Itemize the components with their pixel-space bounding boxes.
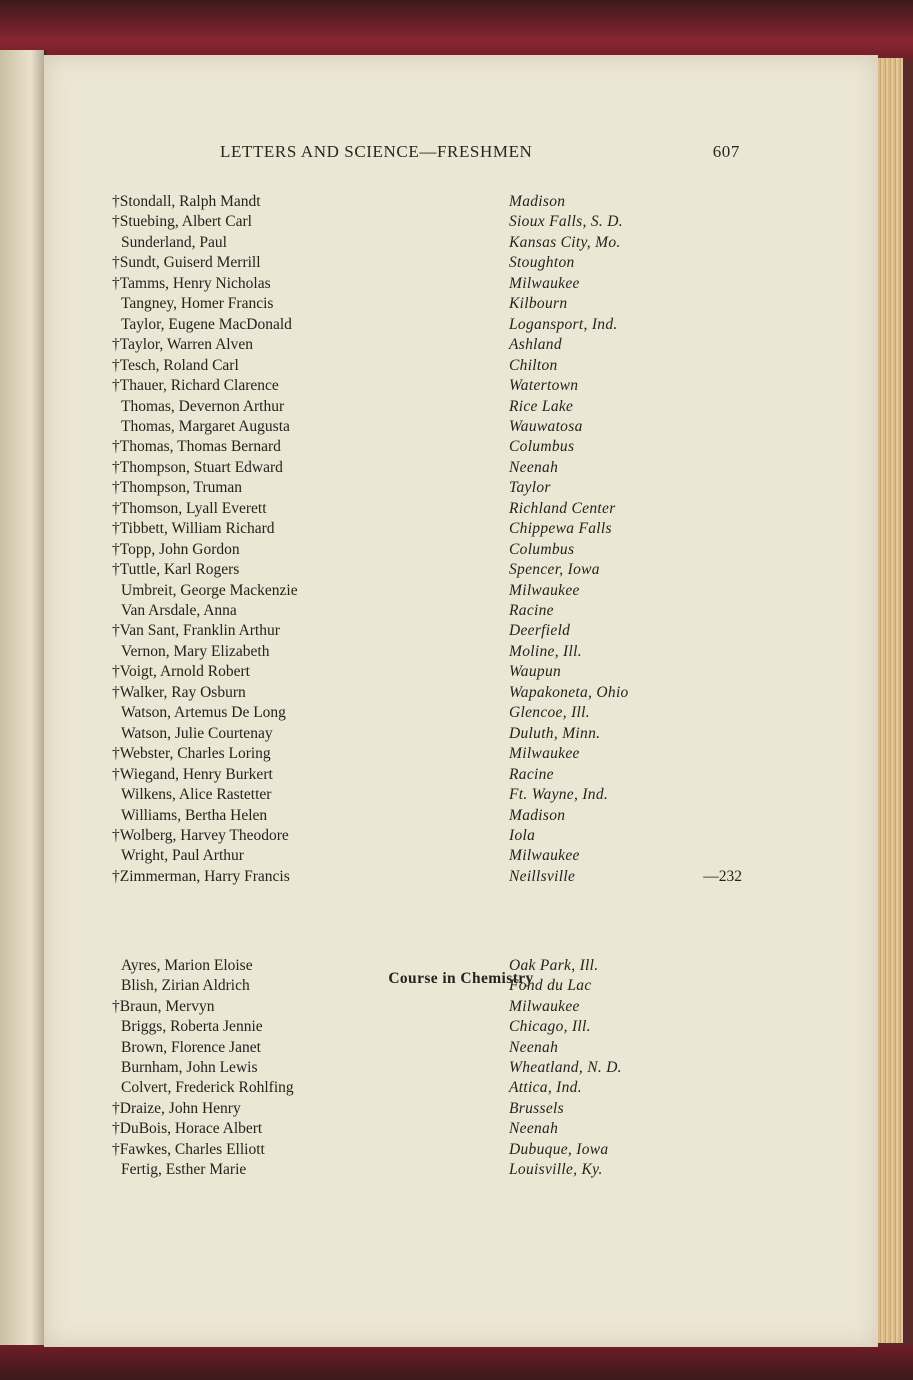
list-entry xyxy=(112,1018,742,1038)
list-entry xyxy=(112,643,742,663)
student-name: Van Arsdale, Anna xyxy=(121,602,237,619)
list-entry xyxy=(112,998,742,1018)
list-entry xyxy=(112,622,742,642)
list-entry xyxy=(112,1039,742,1059)
student-name: Watson, Julie Courtenay xyxy=(121,724,273,742)
student-name: Tangney, Homer Francis xyxy=(121,295,274,313)
hometown: Racine xyxy=(509,765,554,783)
hometown: Kilbourn xyxy=(509,295,568,313)
hometown: Fond du Lac xyxy=(509,977,592,995)
hometown: Neenah xyxy=(509,458,559,476)
student-name: †Voigt, Arnold Robert xyxy=(112,663,250,681)
student-name: Umbreit, George Mackenzie xyxy=(121,581,298,599)
student-name: Taylor, Eugene MacDonald xyxy=(121,315,292,333)
hometown: Brussels xyxy=(509,1099,564,1117)
list-entry xyxy=(112,807,742,827)
list-entry xyxy=(112,500,742,520)
student-name: †Tamms, Henry Nicholas xyxy=(112,274,271,292)
student-name: †Thomson, Lyall Everett xyxy=(112,499,267,517)
student-name: †Tibbett, William Richard xyxy=(112,520,275,538)
list-entry xyxy=(112,357,742,377)
student-name: †Thompson, Stuart Edward xyxy=(112,458,283,476)
list-entry xyxy=(112,684,742,704)
list-entry xyxy=(112,295,742,315)
hometown: Chicago, Ill. xyxy=(509,1018,591,1036)
list-entry xyxy=(112,234,742,254)
page-number: 607 xyxy=(712,142,740,161)
hometown: Logansport, Ind. xyxy=(509,315,618,333)
hometown: Rice Lake xyxy=(509,397,574,415)
hometown: Taylor xyxy=(509,479,551,497)
hometown: Columbus xyxy=(509,540,575,558)
hometown: Duluth, Minn. xyxy=(509,724,601,742)
list-entry xyxy=(112,520,742,540)
student-name: Briggs, Roberta Jennie xyxy=(121,1018,263,1036)
student-name: †DuBois, Horace Albert xyxy=(112,1120,263,1138)
hometown: Chilton xyxy=(509,356,558,374)
student-name: †Wolberg, Harvey Theodore xyxy=(112,826,289,844)
section-heading-chemistry: Course in Chemistry xyxy=(388,970,534,987)
student-name: Wilkens, Alice Rastetter xyxy=(121,786,272,804)
list-entry xyxy=(112,827,742,847)
list-entry xyxy=(112,398,742,418)
student-name: Fertig, Esther Marie xyxy=(121,1161,247,1178)
running-title: LETTERS AND SCIENCE—FRESHMEN xyxy=(220,142,533,161)
student-name: †Zimmerman, Harry Francis xyxy=(112,867,290,885)
list-entry xyxy=(112,213,742,233)
hometown: Wauwatosa xyxy=(509,417,583,435)
student-name: †Topp, John Gordon xyxy=(112,540,240,558)
list-entry xyxy=(112,1120,742,1140)
list-entry xyxy=(112,663,742,683)
hometown: Neenah xyxy=(509,1120,559,1138)
hometown: Stoughton xyxy=(509,254,575,272)
hometown: Madison xyxy=(509,193,566,210)
hometown: Wapakoneta, Ohio xyxy=(509,683,629,701)
hometown: Spencer, Iowa xyxy=(509,561,600,579)
hometown: Wheatland, N. D. xyxy=(509,1059,622,1076)
list-entry xyxy=(112,957,742,977)
hometown: Louisville, Ky. xyxy=(509,1161,603,1178)
section-total: —232 xyxy=(703,867,742,885)
list-entry xyxy=(112,254,742,274)
hometown: Milwaukee xyxy=(509,581,580,599)
hometown: Sioux Falls, S. D. xyxy=(509,213,623,231)
student-name: †Stuebing, Albert Carl xyxy=(112,213,252,231)
list-entry xyxy=(112,582,742,602)
hometown: Chippewa Falls xyxy=(509,520,612,538)
hometown: Attica, Ind. xyxy=(509,1079,582,1097)
list-entry xyxy=(112,561,742,581)
list-entry xyxy=(112,479,742,499)
student-name: Ayres, Marion Eloise xyxy=(121,957,253,974)
student-name: Brown, Florence Janet xyxy=(121,1038,261,1056)
hometown: Watertown xyxy=(509,377,579,395)
list-entry xyxy=(112,725,742,745)
list-entry xyxy=(112,316,742,336)
hometown: Neenah xyxy=(509,1038,559,1056)
student-name: †Stondall, Ralph Mandt xyxy=(112,193,261,210)
student-name: †Sundt, Guiserd Merrill xyxy=(112,254,261,272)
hometown: Milwaukee xyxy=(509,997,580,1015)
hometown: Madison xyxy=(509,806,566,824)
list-entry xyxy=(112,745,742,765)
student-name: †Thompson, Truman xyxy=(112,479,243,497)
hometown: Ashland xyxy=(509,336,562,354)
book-cover-bottom xyxy=(0,1345,913,1380)
running-header xyxy=(220,142,740,164)
hometown: Columbus xyxy=(509,438,575,456)
hometown: Neillsville xyxy=(509,867,576,885)
hometown: Deerfield xyxy=(509,622,571,640)
student-name: †Webster, Charles Loring xyxy=(112,745,271,763)
student-name: †Van Sant, Franklin Arthur xyxy=(112,622,280,640)
student-name: †Tesch, Roland Carl xyxy=(112,356,239,374)
list-entry xyxy=(112,704,742,724)
list-entry xyxy=(112,1079,742,1099)
hometown: Oak Park, Ill. xyxy=(509,957,599,974)
hometown: Moline, Ill. xyxy=(509,642,582,660)
list-entry xyxy=(112,438,742,458)
student-name: †Braun, Mervyn xyxy=(112,997,215,1015)
list-entry xyxy=(112,847,742,867)
hometown: Waupun xyxy=(509,663,562,681)
book-cover-top xyxy=(0,0,913,60)
hometown: Ft. Wayne, Ind. xyxy=(509,786,609,804)
hometown: Dubuque, Iowa xyxy=(509,1140,609,1158)
list-entry xyxy=(112,275,742,295)
student-name: †Fawkes, Charles Elliott xyxy=(112,1140,265,1158)
hometown: Richland Center xyxy=(509,499,616,517)
list-entry xyxy=(112,1100,742,1120)
hometown: Kansas City, Mo. xyxy=(509,233,621,251)
hometown: Iola xyxy=(509,826,536,844)
list-entry xyxy=(112,1161,742,1181)
student-name: Williams, Bertha Helen xyxy=(121,806,268,824)
student-name: †Taylor, Warren Alven xyxy=(112,336,253,354)
list-entry xyxy=(112,602,742,622)
list-entry xyxy=(112,786,742,806)
student-name: Watson, Artemus De Long xyxy=(121,704,286,722)
student-name: Blish, Zirian Aldrich xyxy=(121,977,250,995)
student-name: Vernon, Mary Elizabeth xyxy=(121,642,270,660)
facing-page-edge xyxy=(0,50,46,1350)
student-name: †Walker, Ray Osburn xyxy=(112,683,246,701)
list-entry xyxy=(112,336,742,356)
student-name: Thomas, Margaret Augusta xyxy=(121,417,290,435)
student-name: Burnham, John Lewis xyxy=(121,1059,258,1076)
student-name: Thomas, Devernon Arthur xyxy=(121,397,285,415)
hometown: Glencoe, Ill. xyxy=(509,704,590,722)
list-entry xyxy=(112,1141,742,1161)
list-entry xyxy=(112,868,742,888)
list-entry xyxy=(112,541,742,561)
student-name: †Wiegand, Henry Burkert xyxy=(112,765,273,783)
student-name: Wright, Paul Arthur xyxy=(121,847,244,865)
list-entry xyxy=(112,418,742,438)
student-name: Colvert, Frederick Rohlfing xyxy=(121,1079,294,1097)
student-name: †Draize, John Henry xyxy=(112,1099,241,1117)
student-name: †Tuttle, Karl Rogers xyxy=(112,561,240,579)
student-name: †Thauer, Richard Clarence xyxy=(112,377,279,395)
hometown: Milwaukee xyxy=(509,745,580,763)
list-entry xyxy=(112,1059,742,1079)
hometown: Racine xyxy=(509,602,554,619)
list-entry xyxy=(112,377,742,397)
list-entry xyxy=(112,977,742,997)
list-entry xyxy=(112,766,742,786)
hometown: Milwaukee xyxy=(509,847,580,865)
list-entry xyxy=(112,459,742,479)
student-name: †Thomas, Thomas Bernard xyxy=(112,438,281,456)
student-name: Sunderland, Paul xyxy=(121,233,227,251)
hometown: Milwaukee xyxy=(509,274,580,292)
list-entry xyxy=(112,193,742,213)
